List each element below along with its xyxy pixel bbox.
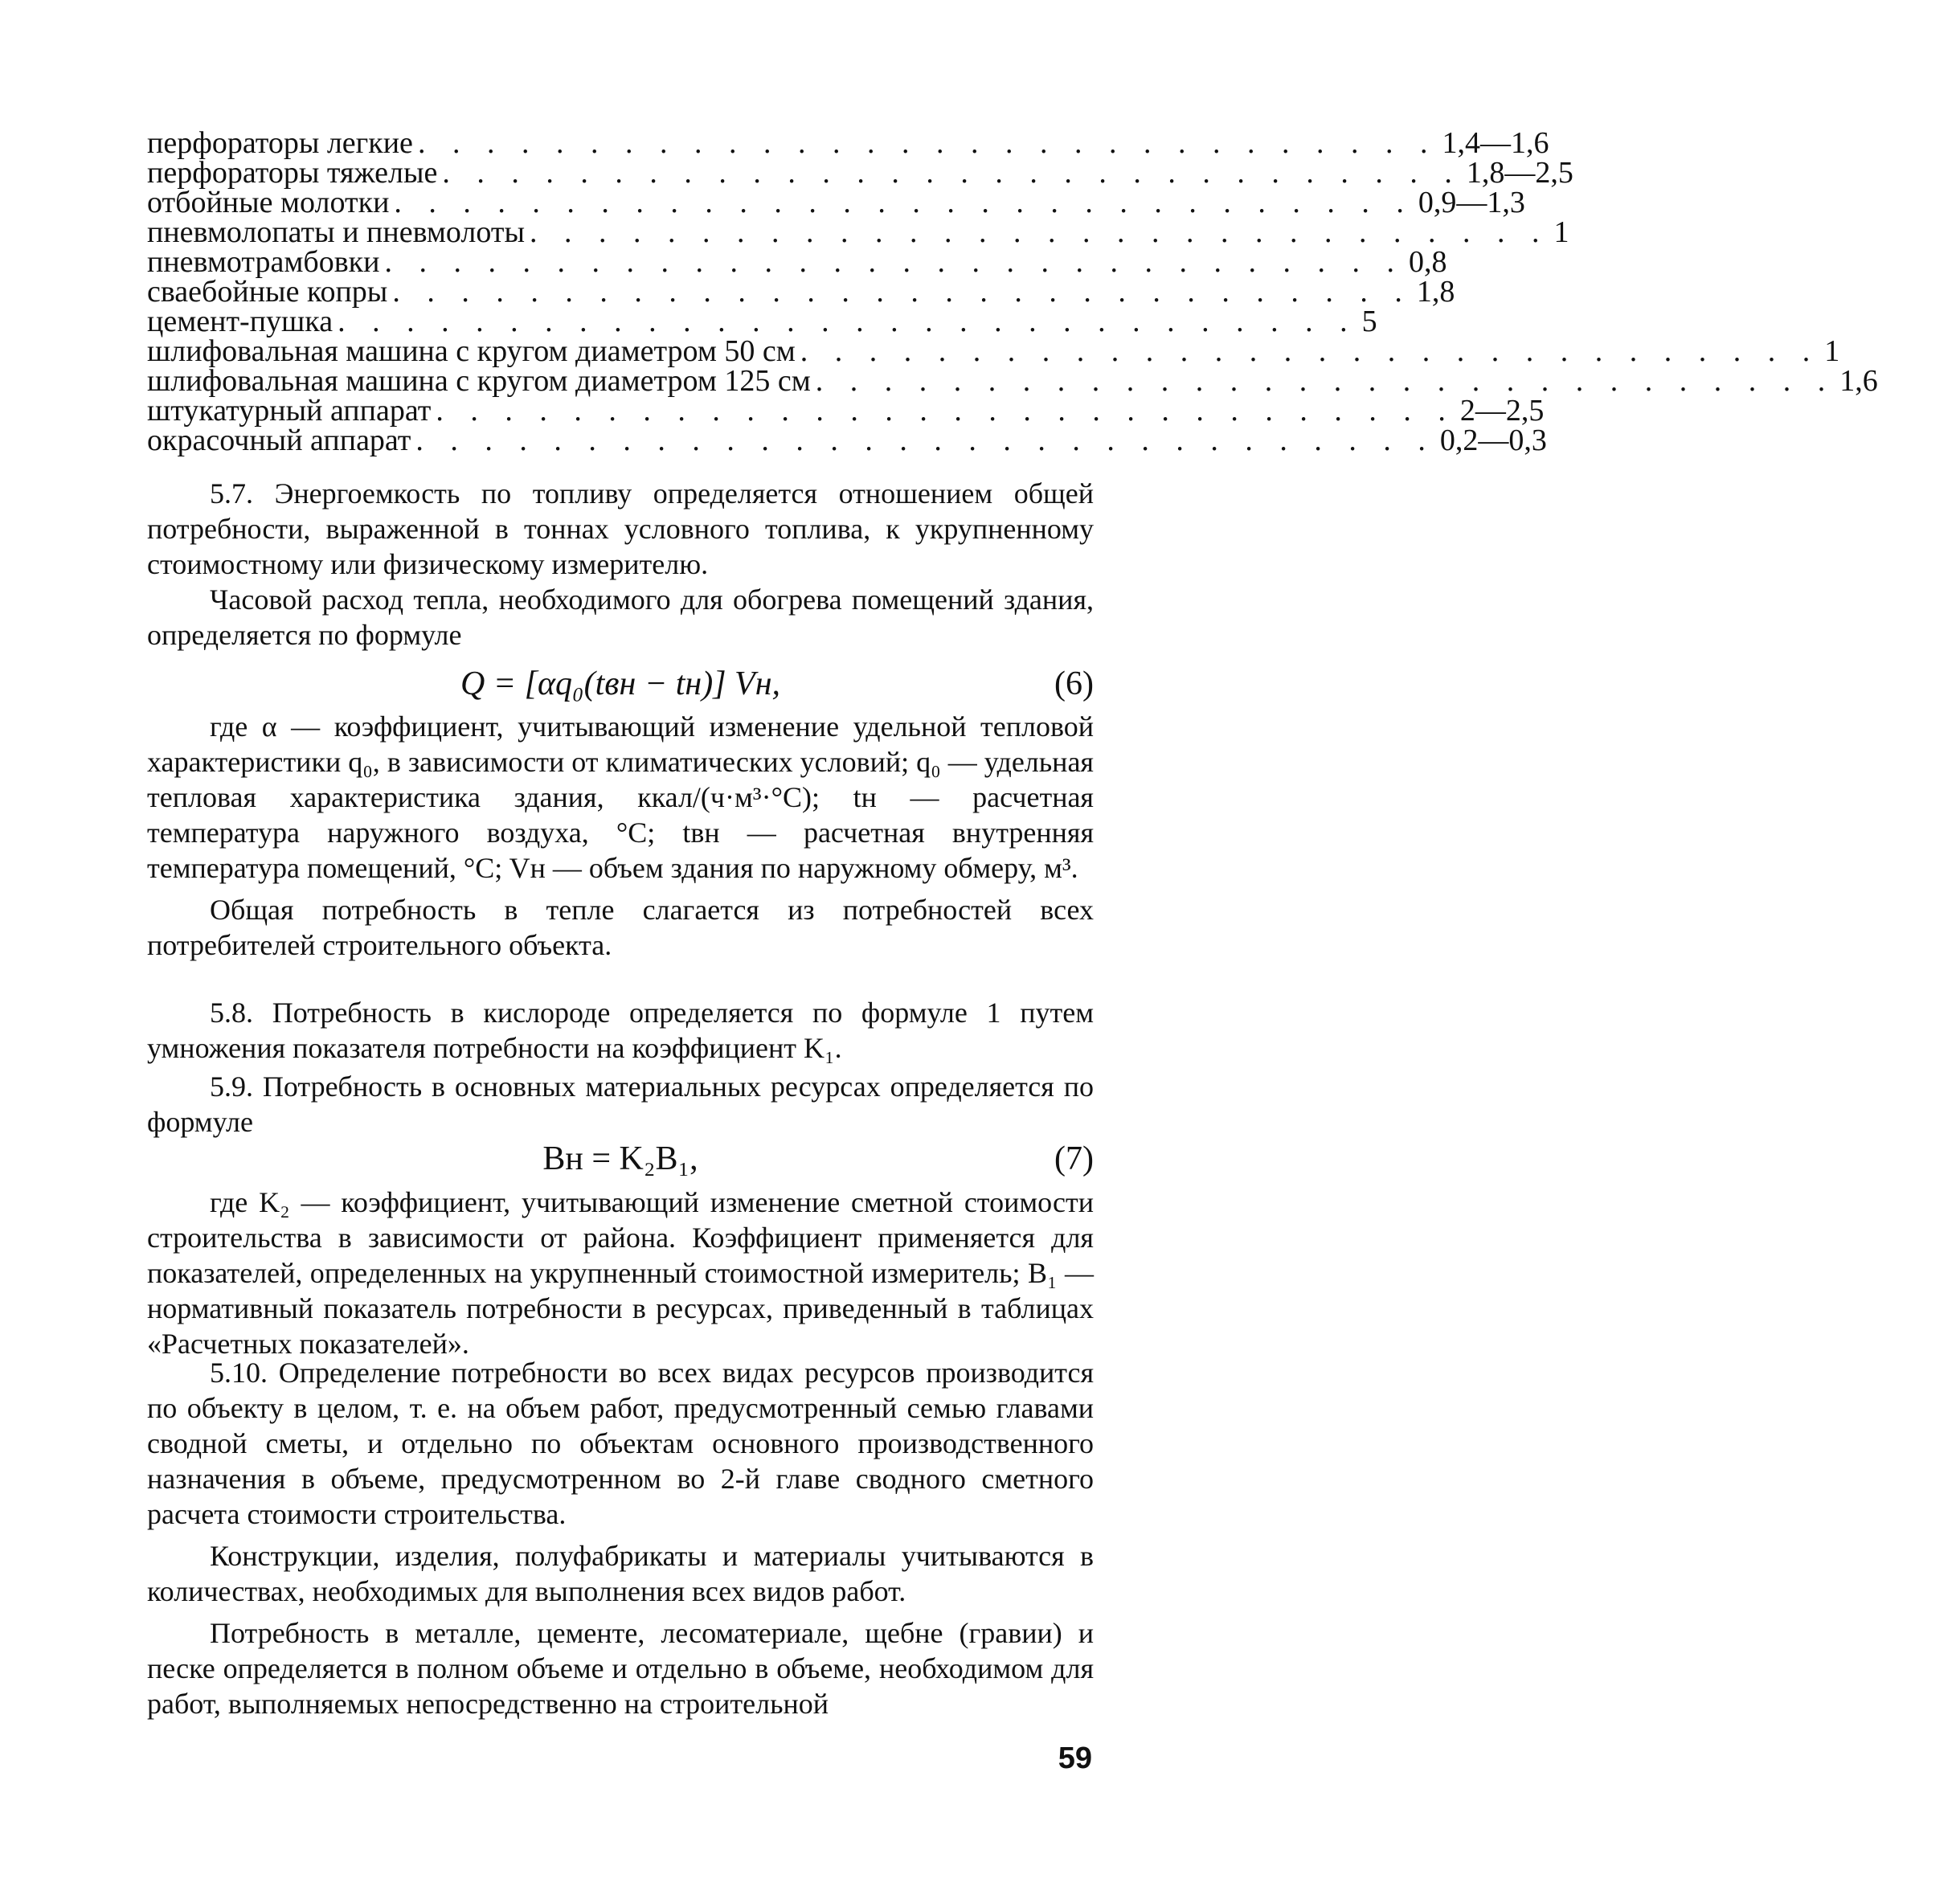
page-number: 59 (1058, 1741, 1092, 1775)
list-item-value: 1,8 (1416, 275, 1455, 309)
list-item (147, 215, 1569, 249)
list-item-value: 1,8—2,5 (1466, 156, 1573, 190)
list-item (147, 334, 1840, 368)
leader-dots: . . . . . . . . . . . . . . . . . . . . . . . . . . . . . . (815, 364, 1835, 398)
paragraph: Потребность в металле, цементе, лесоматериале, щебне (гравии) и песке определяется в полном объеме и отдельно в объеме, необходимом для работ, выполняемых непосредственно на строительной (147, 1617, 1094, 1720)
list-item-label: цемент-пушка (147, 305, 333, 338)
equipment-list (147, 126, 1878, 457)
section-5-7 (147, 476, 1094, 653)
leader-dots: . . . . . . . . . . . . . . . . . . . . . . . . . . . . . . (436, 394, 1455, 428)
list-item (147, 245, 1447, 279)
list-item-label: шлифовальная машина с кругом диаметром 125 см (147, 364, 811, 398)
list-item (147, 364, 1878, 398)
leader-dots: . . . . . . . . . . . . . . . . . . . . . . . . . . . . . . (392, 275, 1412, 309)
list-item-value: 0,9—1,3 (1418, 186, 1525, 219)
list-item-label: окрасочный аппарат (147, 424, 411, 457)
section-5-10 (147, 1355, 1094, 1721)
paragraph: 5.8. Потребность в кислороде определяется по формуле 1 путем умножения показателя потребности на коэффициент K₁. (147, 997, 1094, 1064)
leader-dots: . . . . . . . . . . . . . . . . . . . . . . . . . . . . . . (394, 186, 1414, 219)
list-item-label: сваебойные копры (147, 275, 388, 309)
leader-dots: . . . . . . . . . . . . . . . . . . . . . . . . . . . . . . (384, 245, 1404, 279)
list-item-label: пневмотрамбовки (147, 245, 380, 279)
list-item-label: пневмолопаты и пневмолоты (147, 215, 526, 249)
list-item-label: шлифовальная машина с кругом диаметром 50 см (147, 334, 796, 368)
list-item-value: 1,6 (1839, 364, 1878, 398)
section-5-8 (147, 995, 1094, 1066)
paragraph: где K₂ — коэффициент, учитывающий изменение сметной стоимости строительства в зависимости от района. Коэффициент применяется для показателей, определенных на укрупненный стоимостной измеритель; B₁ — нормативный показатель потребности в ресурсах, приведенный в таблицах «Расчетных показателей». (147, 1186, 1094, 1360)
list-item-label: перфораторы тяжелые (147, 156, 438, 190)
list-item (147, 424, 1547, 457)
leader-dots: . . . . . . . . . . . . . . . . . . . . . . . . . . . . . . (415, 424, 1435, 457)
leader-dots: . . . . . . . . . . . . . . . . . . . . . . . . . . . . . . (338, 305, 1357, 338)
paragraph: 5.10. Определение потребности во всех видах ресурсов производится по объекту в целом, т. е. на объем работ, предусмотренный семью главами сводной сметы, и отдельно по объектам основного производственного назначения в объеме, предусмотренном во 2-й главе сводного сметного расчета стоимости строительства. (147, 1357, 1094, 1530)
paragraph: Конструкции, изделия, полуфабрикаты и материалы учитываются в количествах, необходимых для выполнения всех видов работ. (147, 1540, 1094, 1607)
list-item-value: 0,8 (1408, 245, 1447, 279)
list-item-label: перфораторы легкие (147, 126, 413, 160)
formula-number: (6) (1054, 665, 1094, 702)
list-item-value: 5 (1361, 305, 1377, 338)
section-5-7-definitions (147, 709, 1094, 963)
section-5-9-definitions (147, 1185, 1094, 1361)
paragraph: 5.9. Потребность в основных материальных ресурсах определяется по формуле (147, 1070, 1094, 1138)
list-item (147, 275, 1455, 309)
list-item-value: 2—2,5 (1459, 394, 1545, 428)
list-item (147, 126, 1549, 160)
paragraph: где α — коэффициент, учитывающий изменение удельной тепловой характеристики q₀, в зависимости от климатических условий; q₀ — удельная тепловая характеристика здания, ккал/(ч·м³·°C); tн — расчетная температура наружного воздуха, °C; tвн — расчетная внутренняя температура помещений, °C; Vн — объем здания по наружному обмеру, м³. (147, 710, 1094, 884)
paragraph: 5.7. Энергоемкость по топливу определяется отношением общей потребности, выраженной в тоннах условного топлива, к укрупненному стоимостному или физическому измерителю. (147, 477, 1094, 580)
list-item (147, 305, 1377, 338)
list-item-label: штукатурный аппарат (147, 394, 432, 428)
leader-dots: . . . . . . . . . . . . . . . . . . . . . . . . . . . . . . (417, 126, 1438, 160)
list-item-value: 1 (1824, 334, 1840, 368)
leader-dots: . . . . . . . . . . . . . . . . . . . . . . . . . . . . . . (800, 334, 1820, 368)
leader-dots: . . . . . . . . . . . . . . . . . . . . . . . . . . . . . . (442, 156, 1462, 190)
list-item-value: 1 (1553, 215, 1569, 249)
list-item-value: 0,2—0,3 (1439, 424, 1547, 457)
paragraph: Часовой расход тепла, необходимого для обогрева помещений здания, определяется по формуле (147, 583, 1094, 651)
leader-dots: . . . . . . . . . . . . . . . . . . . . . . . . . . . . . . (530, 215, 1549, 249)
list-item-label: отбойные молотки (147, 186, 390, 219)
formula-expression: Bн = K₂B₁, (542, 1140, 698, 1177)
list-item (147, 156, 1573, 190)
list-item (147, 394, 1545, 428)
list-item-value: 1,4—1,6 (1442, 126, 1549, 160)
formula-number: (7) (1054, 1140, 1094, 1177)
formula-expression: Q = [αq₀(tвн − tн)] Vн, (460, 665, 781, 702)
section-5-9 (147, 1069, 1094, 1140)
paragraph: Общая потребность в тепле слагается из потребностей всех потребителей строительного объекта. (147, 894, 1094, 961)
list-item (147, 186, 1525, 219)
